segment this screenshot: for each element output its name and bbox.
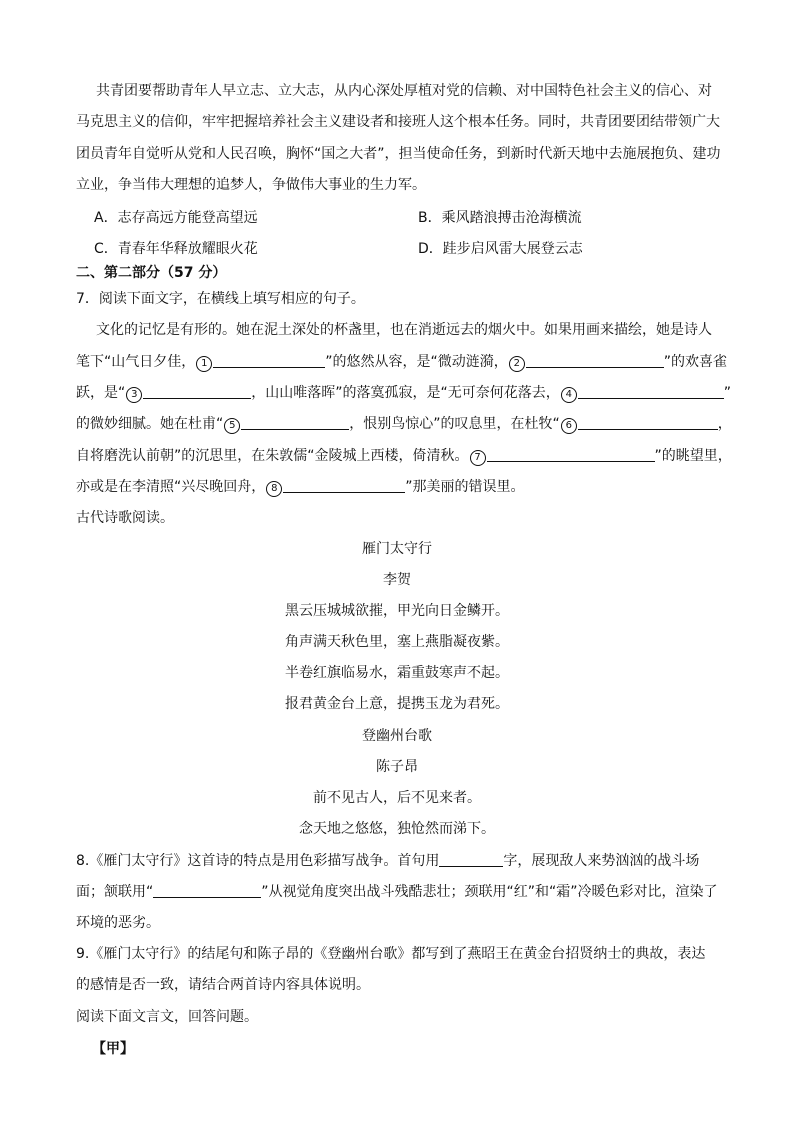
q7-line-4 <box>76 415 756 434</box>
option-a: A．志存高远方能登高望远 <box>94 210 258 226</box>
fill-blank-q8-2[interactable] <box>153 883 261 898</box>
q7-text: 自将磨洗认前朝”的沉思里，在朱敦儒“金陵城上西楼，倚清秋。 <box>76 448 469 464</box>
q7-text: 跃，是“ <box>76 385 126 401</box>
fill-blank-2[interactable] <box>526 353 664 368</box>
blank-number-6: 6 <box>561 418 577 434</box>
q7-text: ”的悠然从容，是“微动涟漪， <box>325 354 508 370</box>
q7-text: ”的眺望里， <box>654 448 732 464</box>
passage-line-4: 立业，争当伟大理想的追梦人，争做伟大事业的生力军。 <box>76 177 426 193</box>
q7-line-2 <box>76 353 756 372</box>
poem-2-line: 念天地之悠悠，独怆然而涕下。 <box>299 821 495 837</box>
option-d: D．跬步启风雷大展登云志 <box>418 241 583 257</box>
fill-blank-q8-1[interactable] <box>439 852 503 867</box>
q8-text: 8.《雁门太守行》这首诗的特点是用色彩描写战争。首句用 <box>76 853 440 869</box>
q7-line-3 <box>76 384 756 403</box>
poem-1-line: 黑云压城城欲摧，甲光向日金鳞开。 <box>285 603 509 619</box>
poem-1-line: 半卷红旗临易水，霜重鼓寒声不起。 <box>285 665 509 681</box>
q7-line-6 <box>76 478 756 497</box>
blank-number-5: 5 <box>224 418 240 434</box>
blank-number-1: 1 <box>196 356 212 372</box>
q8-line-2 <box>76 883 756 901</box>
fill-blank-4[interactable] <box>578 384 724 399</box>
q7-text: ”那美丽的错误里。 <box>405 479 525 495</box>
q7-text: ，山山唯落晖”的落寞孤寂，是“无可奈何花落去， <box>251 385 560 401</box>
blank-number-2: 2 <box>509 356 525 372</box>
passage-line-2: 马克思主义的信仰，牢牢把握培养社会主义建设者和接班人这个根本任务。同时，共青团要团结带领广大 <box>76 114 720 130</box>
q7-line-1: 文化的记忆是有形的。她在泥土深处的杯盏里，也在消逝远去的烟火中。如果用画来描绘，她是诗人 <box>96 322 712 338</box>
fill-blank-5[interactable] <box>241 415 349 430</box>
option-c: C．青春年华释放耀眼火花 <box>94 241 258 257</box>
q8-text: 字，展现敌人来势汹汹的战斗场 <box>503 853 700 869</box>
poem-2-title: 登幽州台歌 <box>362 728 432 744</box>
poem-1-title: 雁门太守行 <box>362 541 432 557</box>
fill-blank-7[interactable] <box>487 447 655 462</box>
poem-1-author: 李贺 <box>383 572 411 588</box>
poem-1-line: 角声满天秋色里，塞上燕脂凝夜紫。 <box>285 634 509 650</box>
q7-text: 笔下“山气日夕佳， <box>76 354 196 370</box>
question-7-prompt: 7．阅读下面文字，在横线上填写相应的句子。 <box>76 291 365 307</box>
section-heading: 二、第二部分（57 分） <box>76 265 227 281</box>
poem-2-line: 前不见古人，后不见来者。 <box>313 790 481 806</box>
q7-text: 的微妙细腻。她在杜甫“ <box>76 416 224 432</box>
blank-number-4: 4 <box>561 387 577 403</box>
q9-line-1: 9.《雁门太守行》的结尾句和陈子昂的《登幽州台歌》都写到了燕昭王在黄金台招贤纳士的典故，表达 <box>76 946 706 962</box>
fill-blank-1[interactable] <box>213 353 325 368</box>
q8-text: ”从视觉角度突出战斗残酷悲壮；颈联用“红”和“霜”冷暖色彩对比，渲染了 <box>261 884 718 900</box>
q8-line-1 <box>76 852 756 870</box>
q7-text: ， <box>717 416 732 432</box>
poem-1-line: 报君黄金台上意，提携玉龙为君死。 <box>285 696 509 712</box>
q7-line-5 <box>76 447 756 466</box>
passage-line-1: 共青团要帮助青年人早立志、立大志，从内心深处厚植对党的信赖、对中国特色社会主义的信心、对 <box>96 83 712 99</box>
q7-text: ” <box>723 385 732 401</box>
q7-text: 亦或是在李清照“兴尽晚回舟， <box>76 479 266 495</box>
q8-text: 面；颔联用“ <box>76 884 154 900</box>
passage-jia-label: 【甲】 <box>92 1041 134 1057</box>
blank-number-3: 3 <box>126 387 142 403</box>
q7-text: ，恨别鸟惊心”的叹息里，在杜牧“ <box>349 416 560 432</box>
q9-line-2: 的感情是否一致，请结合两首诗内容具体说明。 <box>76 977 370 993</box>
option-b: B．乘风踏浪搏击沧海横流 <box>418 210 582 226</box>
fill-blank-3[interactable] <box>143 384 251 399</box>
q8-line-3: 环境的恶劣。 <box>76 915 160 931</box>
fill-blank-8[interactable] <box>283 478 405 493</box>
blank-number-8: 8 <box>266 481 282 497</box>
poem-2-author: 陈子昂 <box>376 759 418 775</box>
classical-intro: 阅读下面文言文，回答问题。 <box>76 1009 258 1025</box>
blank-number-7: 7 <box>470 450 486 466</box>
q7-text: ”的欢喜雀 <box>663 354 728 370</box>
fill-blank-6[interactable] <box>578 415 718 430</box>
passage-line-3: 团员青年自觉听从党和人民召唤，胸怀“国之大者”，担当使命任务，到新时代新天地中去施展抱负、建功 <box>76 146 721 162</box>
poetry-intro: 古代诗歌阅读。 <box>76 510 174 526</box>
